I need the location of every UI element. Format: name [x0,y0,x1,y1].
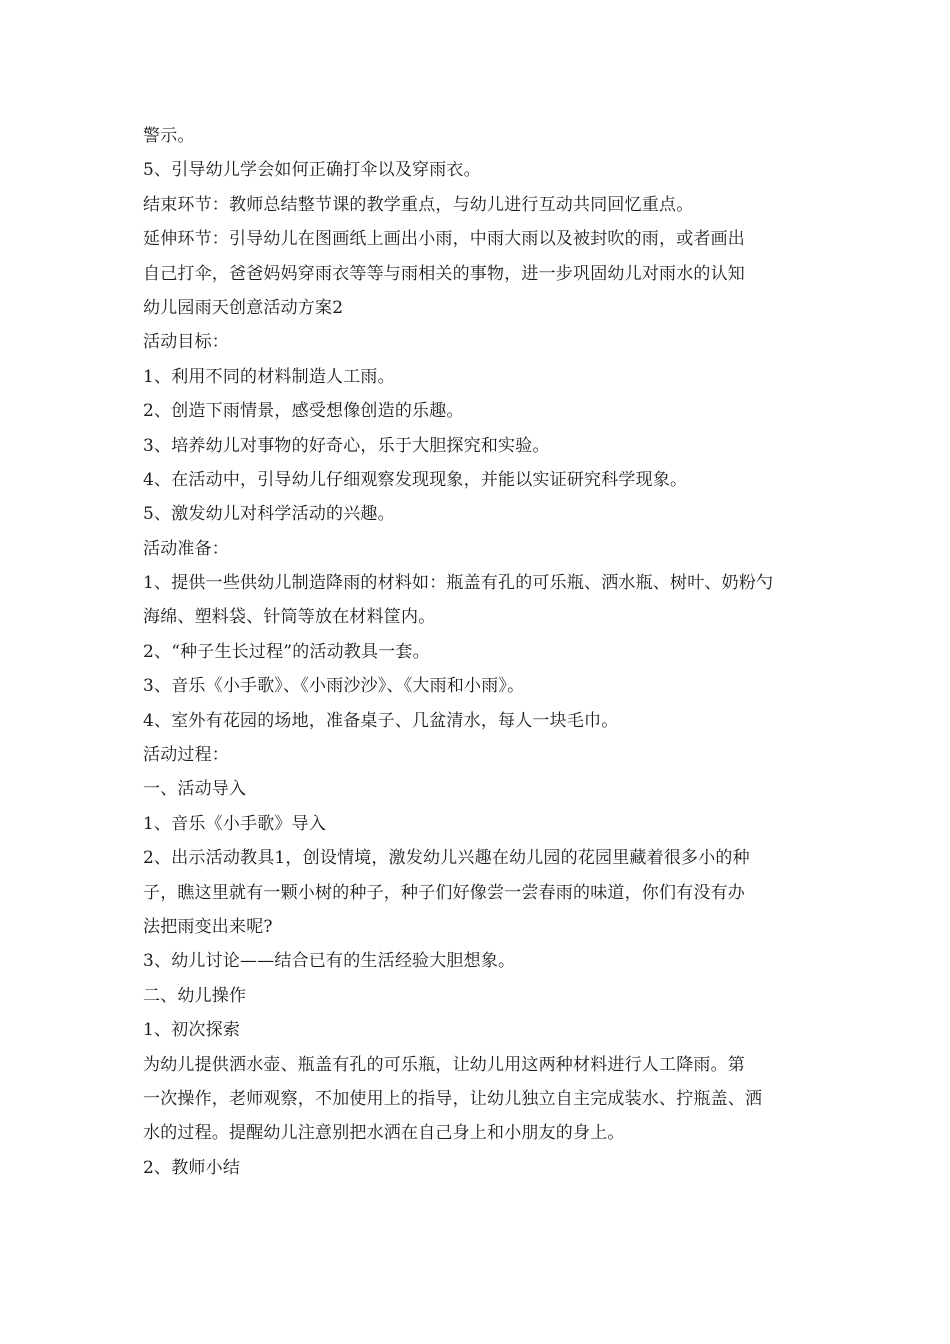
text-line: 子，瞧这里就有一颗小树的种子，种子们好像尝一尝春雨的味道，你们有没有办 [143,882,745,903]
text-line: 1、利用不同的材料制造人工雨。 [143,366,395,387]
text-line: 结束环节：教师总结整节课的教学重点，与幼儿进行互动共同回忆重点。 [143,194,694,215]
text-line: 1、提供一些供幼儿制造降雨的材料如：瓶盖有孔的可乐瓶、洒水瓶、树叶、奶粉勺 [143,573,774,594]
text-line: 5、引导幼儿学会如何正确打伞以及穿雨衣。 [143,160,481,181]
text-line: 1、音乐《小手歌》导入 [143,813,327,834]
text-line: 二、幼儿操作 [143,985,247,1006]
text-line: 海绵、塑料袋、针筒等放在材料筐内。 [143,607,436,628]
text-line: 2、出示活动教具1，创设情境，激发幼儿兴趣在幼儿园的花园里藏着很多小的种 [143,848,750,869]
text-line: 活动过程： [143,745,229,766]
section-heading: 幼儿园雨天创意活动方案2 [143,297,344,318]
text-line: 3、培养幼儿对事物的好奇心，乐于大胆探究和实验。 [143,435,550,456]
text-line: 2、创造下雨情景，感受想像创造的乐趣。 [143,401,464,422]
document-page [143,119,811,1185]
text-line: 1、初次探索 [143,1020,241,1041]
text-line: 一次操作，老师观察，不加使用上的指导，让幼儿独立自主完成装水、拧瓶盖、洒 [143,1088,763,1109]
text-line: 一、活动导入 [143,779,247,800]
text-line: 延伸环节：引导幼儿在图画纸上画出小雨，中雨大雨以及被封吹的雨，或者画出 [143,229,745,250]
text-line: 2、教师小结 [143,1157,241,1178]
text-line: 水的过程。提醒幼儿注意别把水洒在自己身上和小朋友的身上。 [143,1123,625,1144]
text-line: 自己打伞，爸爸妈妈穿雨衣等等与雨相关的事物，进一步巩固幼儿对雨水的认知 [143,263,745,284]
text-line: 5、激发幼儿对科学活动的兴趣。 [143,504,395,525]
text-line: 活动准备： [143,538,229,559]
text-line: 为幼儿提供洒水壶、瓶盖有孔的可乐瓶，让幼儿用这两种材料进行人工降雨。第 [143,1054,745,1075]
text-line: 3、音乐《小手歌》、《小雨沙沙》、《大雨和小雨》。 [143,676,525,697]
text-line: 2、“种子生长过程”的活动教具一套。 [143,641,430,662]
text-line: 法把雨变出来呢? [143,916,273,937]
text-line: 4、室外有花园的场地，准备桌子、几盆清水，每人一块毛巾。 [143,710,619,731]
text-line: 4、在活动中，引导幼儿仔细观察发现现象，并能以实证研究科学现象。 [143,469,688,490]
text-line: 3、幼儿讨论——结合已有的生活经验大胆想象。 [143,951,516,972]
text-line: 活动目标： [143,332,229,353]
text-line: 警示。 [143,126,195,146]
